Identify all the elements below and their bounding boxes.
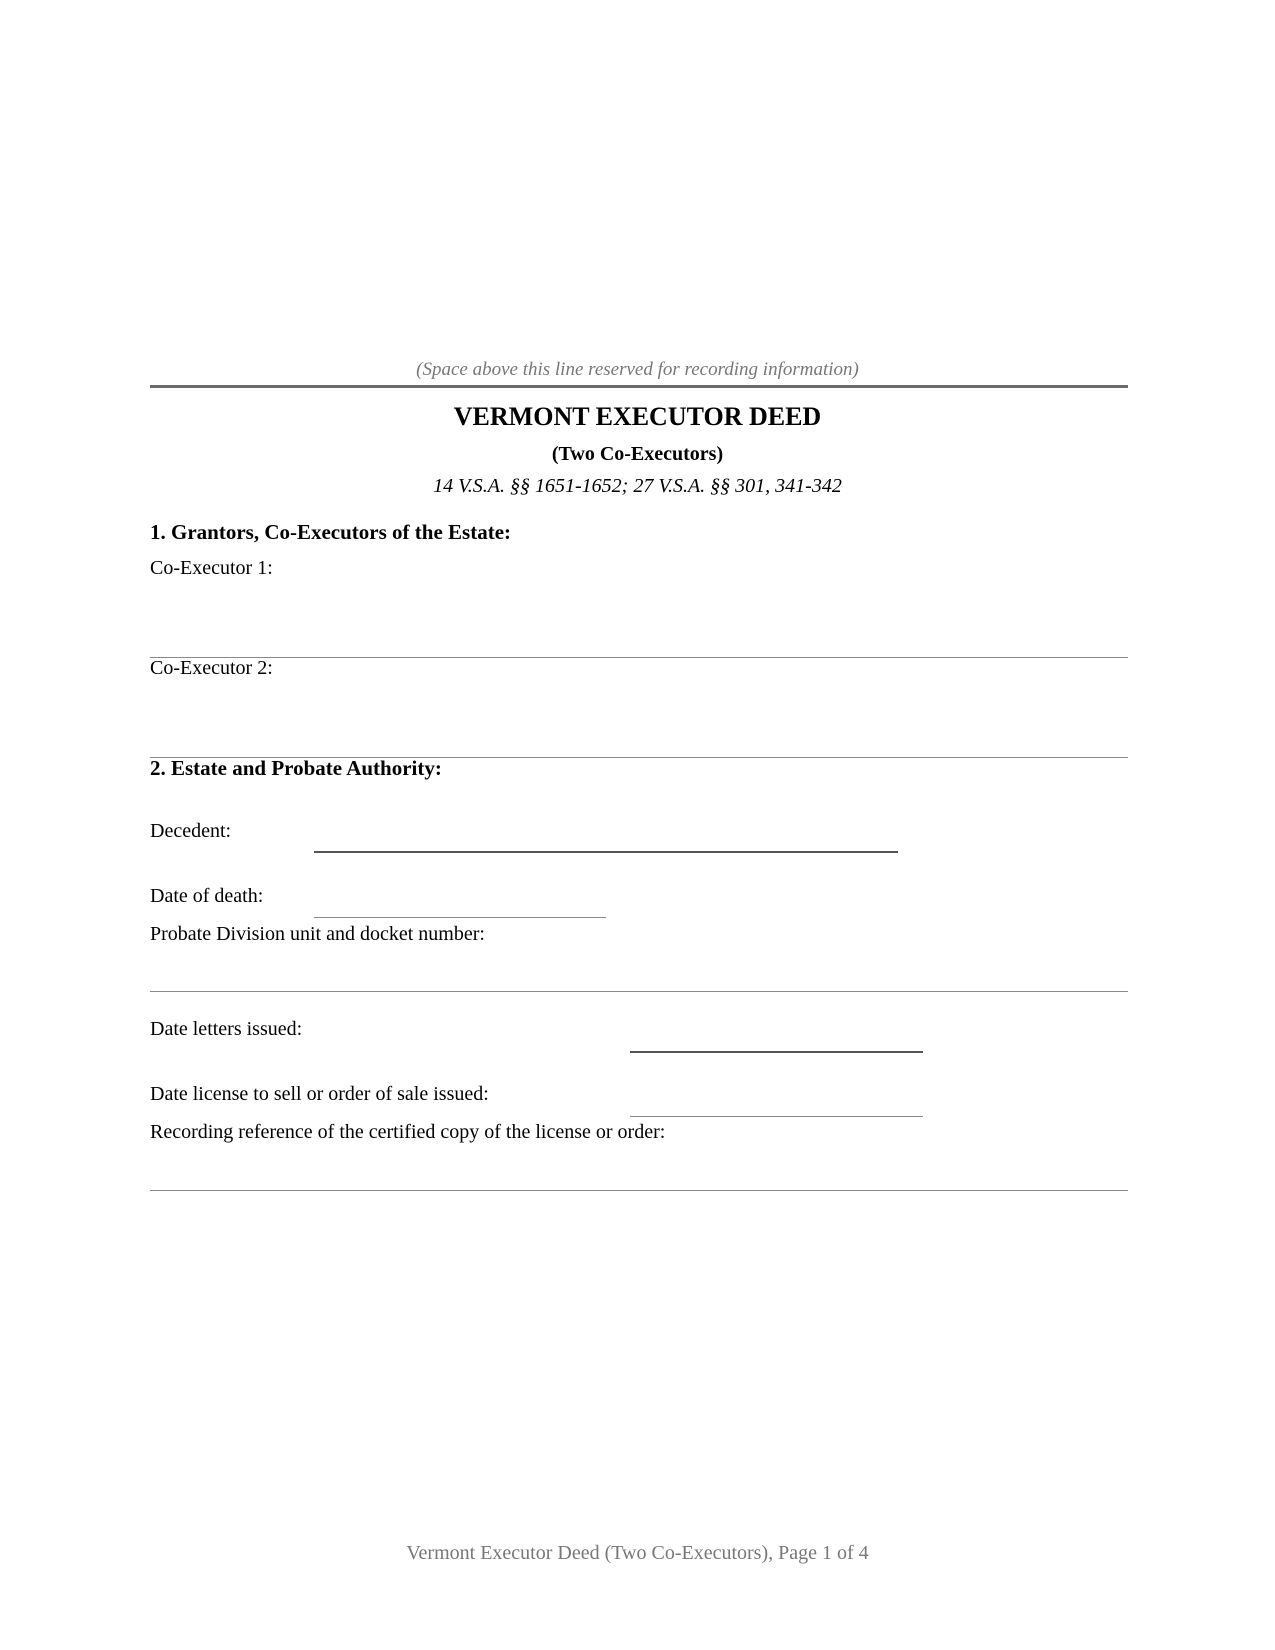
date-of-death-field[interactable]: [314, 885, 606, 917]
probate-docket-label: Probate Division unit and docket number:: [150, 923, 485, 945]
co-executor-2-label: Co-Executor 2:: [150, 657, 273, 679]
letters-issued-line: [630, 1051, 923, 1053]
co-executor-1-line: [150, 657, 1128, 658]
document-title: VERMONT EXECUTOR DEED: [453, 402, 822, 431]
statute-citation: 14 V.S.A. §§ 1651-1652; 27 V.S.A. §§ 301, 341-342: [433, 475, 842, 497]
recording-reference-line: [150, 1190, 1128, 1191]
probate-docket-line: [150, 991, 1128, 992]
page-footer: Vermont Executor Deed (Two Co-Executors), Page 1 of 4: [406, 1542, 869, 1564]
decedent-field[interactable]: [314, 818, 898, 852]
recording-note: (Space above this line reserved for recording information): [416, 359, 859, 380]
decedent-line: [314, 851, 898, 853]
letters-issued-field[interactable]: [630, 1018, 923, 1052]
co-executor-1-label: Co-Executor 1:: [150, 557, 273, 579]
license-issued-label: Date license to sell or order of sale issued:: [150, 1083, 489, 1105]
probate-docket-field[interactable]: [150, 950, 1128, 991]
co-executor-2-field[interactable]: [150, 685, 1128, 757]
document-subtitle: (Two Co-Executors): [551, 443, 724, 465]
recording-reference-field[interactable]: [150, 1148, 1128, 1190]
license-issued-field[interactable]: [630, 1084, 923, 1116]
decedent-label: Decedent:: [150, 820, 232, 842]
letters-issued-label: Date letters issued:: [150, 1018, 303, 1040]
co-executor-1-field[interactable]: [150, 585, 1128, 657]
date-of-death-label: Date of death:: [150, 885, 264, 907]
date-of-death-line: [314, 917, 606, 918]
recording-reference-label: Recording reference of the certified copy of the license or order:: [150, 1121, 666, 1143]
recording-divider: [150, 385, 1128, 388]
section-1-heading: 1. Grantors, Co-Executors of the Estate:: [150, 520, 512, 544]
section-2-heading: 2. Estate and Probate Authority:: [150, 756, 442, 780]
license-issued-line: [630, 1116, 923, 1117]
